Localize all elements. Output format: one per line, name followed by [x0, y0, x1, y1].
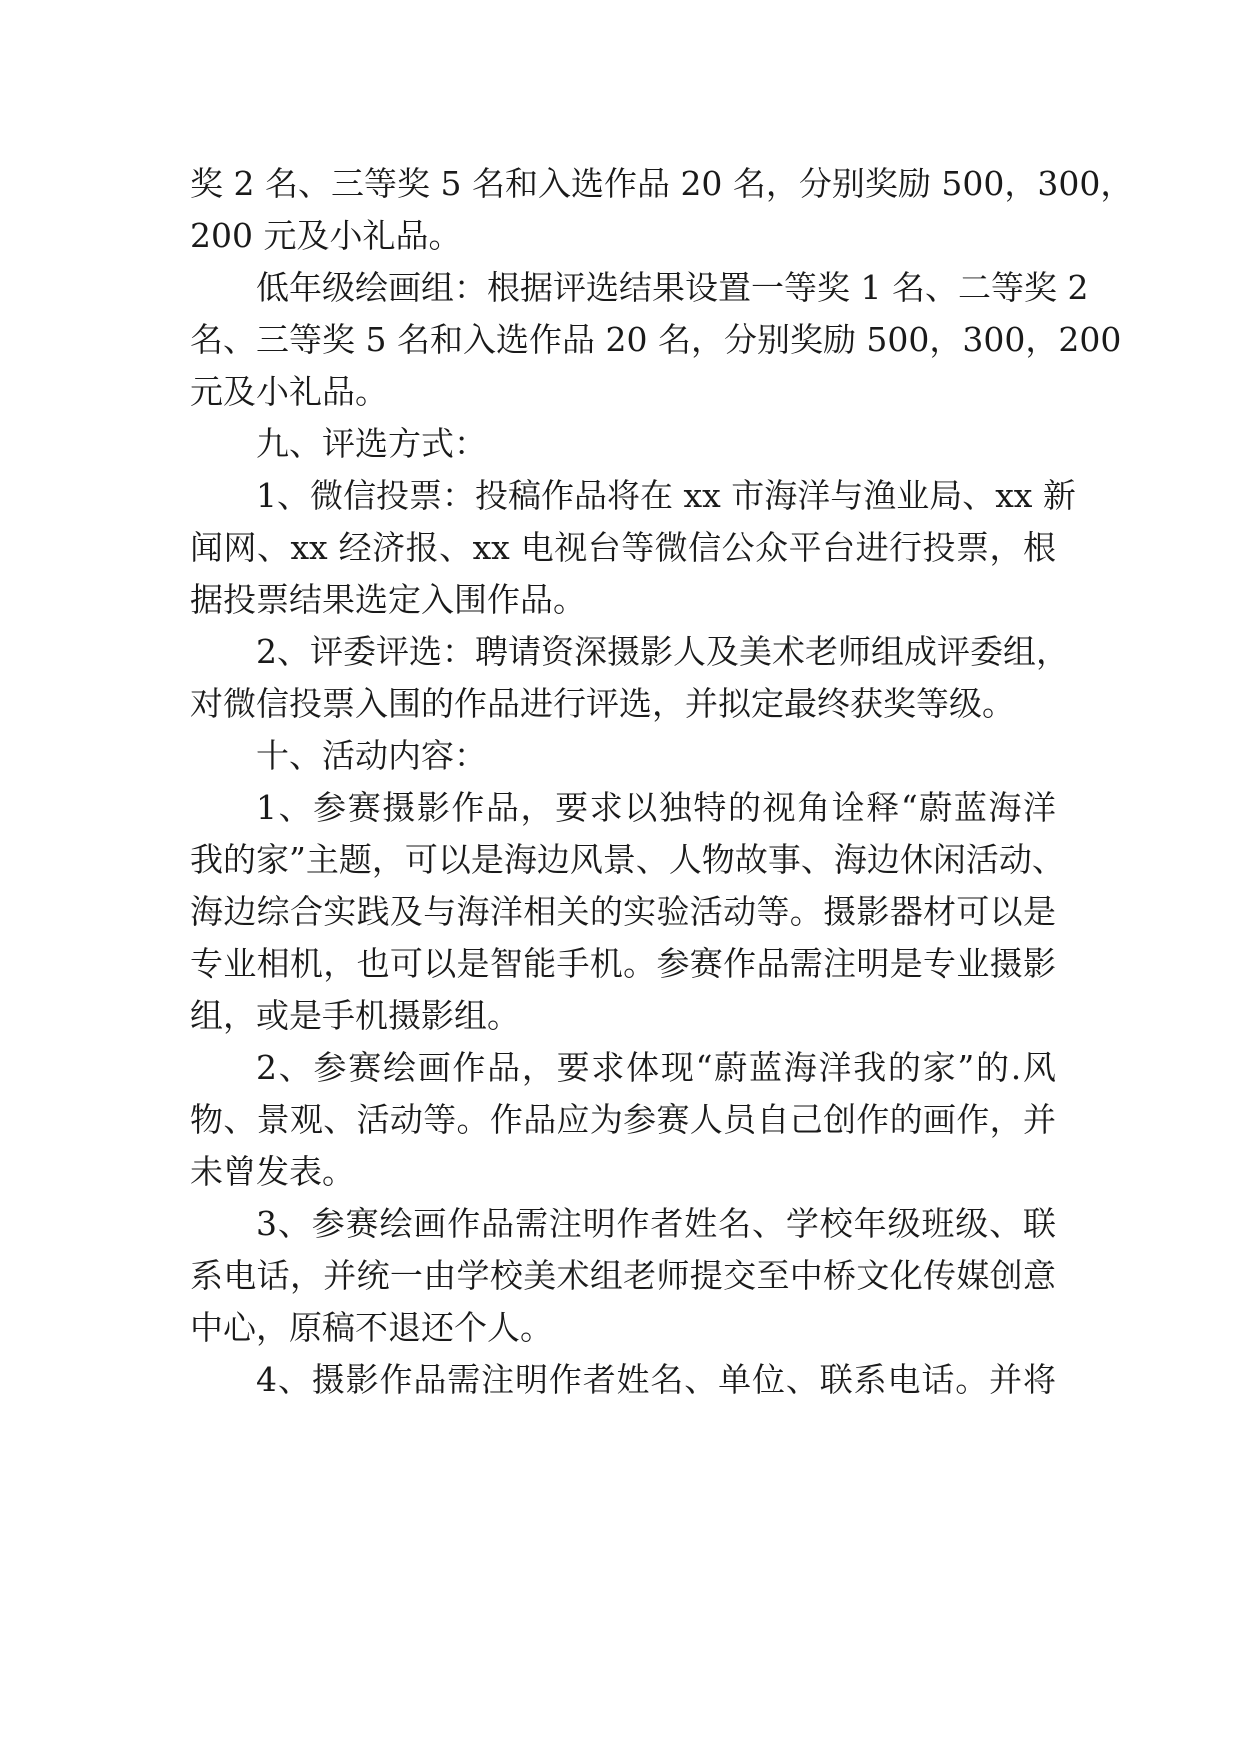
text-line: 200 元及小礼品。 [190, 216, 462, 255]
text-line: 1、参赛摄影作品，要求以独特的视角诠释“蔚蓝海洋 [256, 788, 1056, 827]
section-heading: 九、评选方式： [256, 424, 487, 463]
text-line: 3、参赛绘画作品需注明作者姓名、学校年级班级、联 [256, 1204, 1056, 1243]
text-line: 专业相机，也可以是智能手机。参赛作品需注明是专业摄影 [190, 944, 1056, 983]
text-line: 2、评委评选：聘请资深摄影人及美术老师组成评委组， [256, 632, 1069, 671]
text-line: 未曾发表。 [190, 1152, 355, 1191]
text-line: 据投票结果选定入围作品。 [190, 580, 586, 619]
text-line: 海边综合实践及与海洋相关的实验活动等。摄影器材可以是 [190, 892, 1056, 931]
text-line: 2、参赛绘画作品，要求体现“蔚蓝海洋我的家”的.风 [256, 1048, 1056, 1087]
text-line: 低年级绘画组：根据评选结果设置一等奖 1 名、二等奖 2 [256, 268, 1089, 307]
section-heading: 十、活动内容： [256, 736, 487, 775]
text-line: 元及小礼品。 [190, 372, 388, 411]
text-line: 4、摄影作品需注明作者姓名、单位、联系电话。并将 [256, 1360, 1056, 1399]
text-line: 闻网、xx 经济报、xx 电视台等微信公众平台进行投票，根 [190, 528, 1056, 567]
text-line: 中心，原稿不退还个人。 [190, 1308, 553, 1347]
text-line: 组，或是手机摄影组。 [190, 996, 520, 1035]
text-line: 奖 2 名、三等奖 5 名和入选作品 20 名，分别奖励 500，300， [190, 164, 1134, 203]
text-line: 系电话，并统一由学校美术组老师提交至中桥文化传媒创意 [190, 1256, 1056, 1295]
text-line: 对微信投票入围的作品进行评选，并拟定最终获奖等级。 [190, 684, 1015, 723]
text-line: 物、景观、活动等。作品应为参赛人员自己创作的画作，并 [190, 1100, 1056, 1139]
text-line: 1、微信投票：投稿作品将在 xx 市海洋与渔业局、xx 新 [256, 476, 1076, 515]
text-line: 名、三等奖 5 名和入选作品 20 名，分别奖励 500，300，200 [190, 320, 1122, 359]
text-line: 我的家”主题，可以是海边风景、人物故事、海边休闲活动、 [190, 840, 1065, 879]
